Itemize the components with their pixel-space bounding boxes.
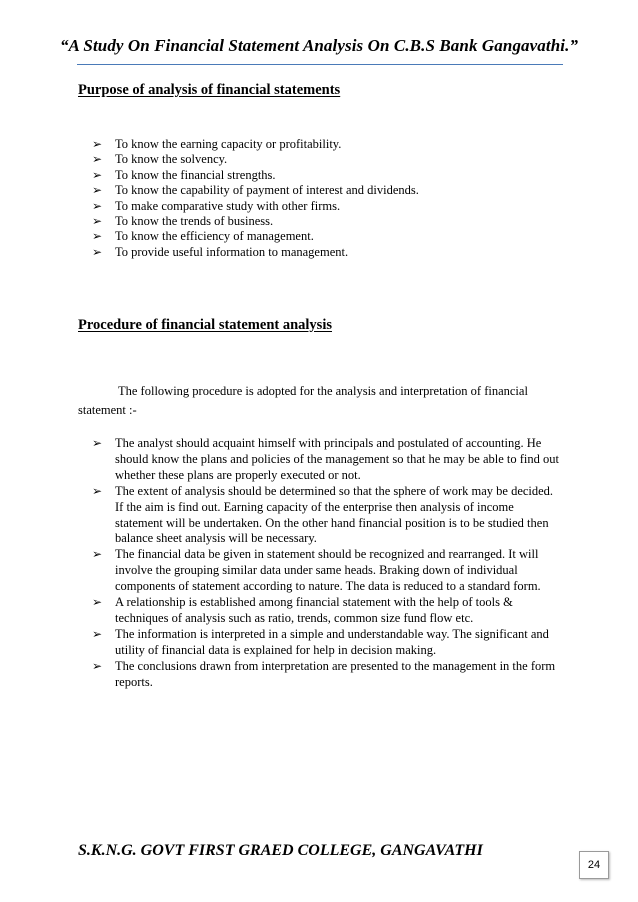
list-item: ➢ A relationship is established among financial statement with the help of tools & techniques of analysis such as ratio, trends, common size fund flow etc. (92, 595, 513, 625)
arrowhead-bullet-icon: ➢ (92, 436, 103, 450)
list-item: ➢ To know the earning capacity or profitability. (92, 137, 342, 151)
list-item: ➢ The financial data be given in statement should be recognized and rearranged. It will involve the grouping similar data under same heads. Braking down of individual components of statement according to nature. The data is reduced to a standard form. (92, 547, 541, 594)
list-item: ➢ To provide useful information to management. (92, 244, 349, 259)
arrowhead-bullet-icon: ➢ (92, 152, 103, 167)
list-item: ➢ The information is interpreted in a simple and understandable way. The significant and utility of financial data is explained for help in decision making. (92, 626, 549, 657)
footer-college-name: S.K.N.G. GOVT FIRST GRAED COLLEGE, GANGAVATHI (78, 842, 483, 859)
arrowhead-bullet-icon: ➢ (92, 183, 103, 198)
list-item: ➢ To know the financial strengths. (92, 167, 276, 182)
list-item: ➢ To make comparative study with other firms. (92, 198, 341, 213)
page-number: 24 (579, 851, 609, 879)
list-item: ➢ The analyst should acquaint himself with principals and postulated of accounting. He should know the plans and policies of the management so that he may be able to find out whether these plans are properly executed or not. (92, 436, 559, 482)
arrowhead-bullet-icon: ➢ (92, 167, 103, 182)
procedure-intro: The following procedure is adopted for the analysis and interpretation of financial statement :- (78, 383, 528, 417)
procedure-list (92, 436, 562, 691)
arrowhead-bullet-icon: ➢ (92, 214, 103, 229)
list-item: ➢ The extent of analysis should be determined so that the sphere of work may be decided. If the aim is find out. Earning capacity of the enterprise then analysis of income statement will be undertaken. On the other hand financial position is to be studied then balance sheet analysis will be necessary. (92, 483, 554, 546)
list-item: ➢ The conclusions drawn from interpretation are presented to the management in the form reports. (92, 658, 556, 689)
procedure-heading: Procedure of financial statement analysis (78, 317, 332, 333)
arrowhead-bullet-icon: ➢ (92, 244, 103, 259)
arrowhead-bullet-icon: ➢ (92, 198, 103, 213)
list-item: ➢ To know the solvency. (92, 152, 228, 167)
header-divider (77, 64, 563, 65)
purpose-list (92, 137, 552, 260)
document-header-title: “A Study On Financial Statement Analysis On C.B.S Bank Gangavathi.” (59, 36, 579, 55)
purpose-heading: Purpose of analysis of financial statements (78, 82, 341, 98)
arrowhead-bullet-icon: ➢ (92, 137, 103, 151)
arrowhead-bullet-icon: ➢ (92, 229, 103, 244)
arrowhead-bullet-icon: ➢ (92, 658, 103, 673)
arrowhead-bullet-icon: ➢ (92, 626, 103, 641)
arrowhead-bullet-icon: ➢ (92, 483, 103, 498)
list-item: ➢ To know the trends of business. (92, 214, 274, 229)
arrowhead-bullet-icon: ➢ (92, 595, 103, 610)
list-item: ➢ To know the capability of payment of interest and dividends. (92, 183, 419, 198)
arrowhead-bullet-icon: ➢ (92, 547, 103, 562)
list-item: ➢ To know the efficiency of management. (92, 229, 314, 244)
